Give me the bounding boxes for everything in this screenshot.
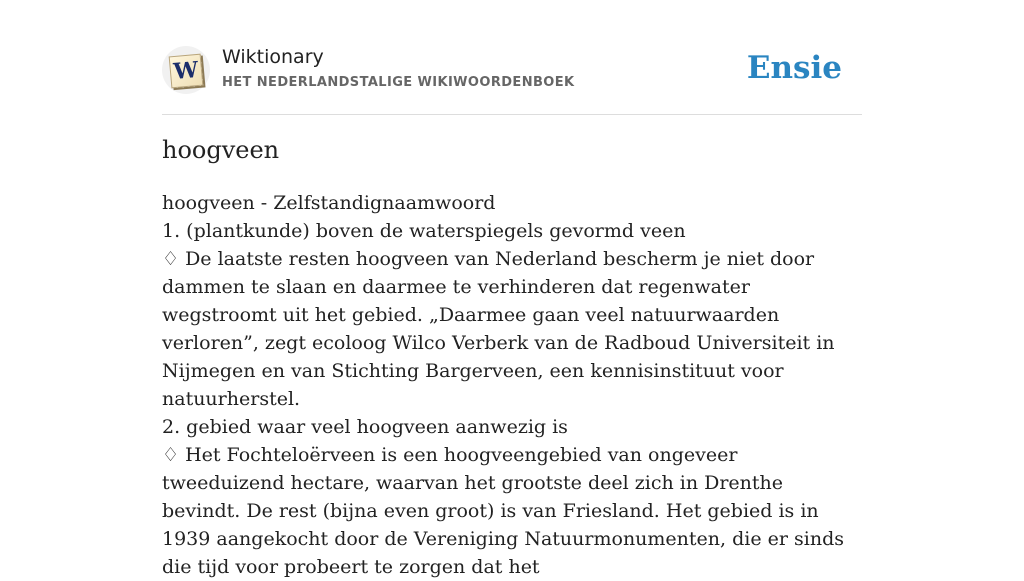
site-name[interactable]: Wiktionary [222, 46, 324, 68]
entry-heading-line: hoogveen - Zelfstandignaamwoord [162, 192, 496, 214]
ensie-brand-link[interactable]: Ensie [746, 50, 842, 86]
entry-content [162, 189, 862, 581]
example-2: ♢ Het Fochteloërveen is een hoogveengebied van ongeveer tweeduizend hectare, waarvan het grootste deel zich in Drenthe bevindt. De rest (bijna even groot) is van Friesland. Het gebied is in 1939 aangekocht door de Vereniging Natuurmonumenten, die er sinds die tijd voor probeert te zorgen dat het [162, 444, 844, 578]
definition-2: 2. gebied waar veel hoogveen aanwezig is [162, 416, 568, 438]
page-title: hoogveen [162, 136, 280, 164]
logo-letter-tile: W [169, 54, 204, 89]
definition-1: 1. (plantkunde) boven de waterspiegels gevormd veen [162, 220, 686, 242]
example-1: ♢ De laatste resten hoogveen van Nederland bescherm je niet door dammen te slaan en daarmee te verhinderen dat regenwater wegstroomt uit het gebied. „Daarmee gaan veel natuurwaarden verloren”, zegt ecoloog Wilco Verberk van de Radboud Universiteit in Nijmegen en van Stichting Bargerveen, een kennisinstituut voor natuurherstel. [162, 248, 835, 410]
wiktionary-logo-icon[interactable] [162, 46, 210, 94]
site-header [162, 44, 862, 115]
site-tagline: HET NEDERLANDSTALIGE WIKIWOORDENBOEK [222, 75, 575, 90]
